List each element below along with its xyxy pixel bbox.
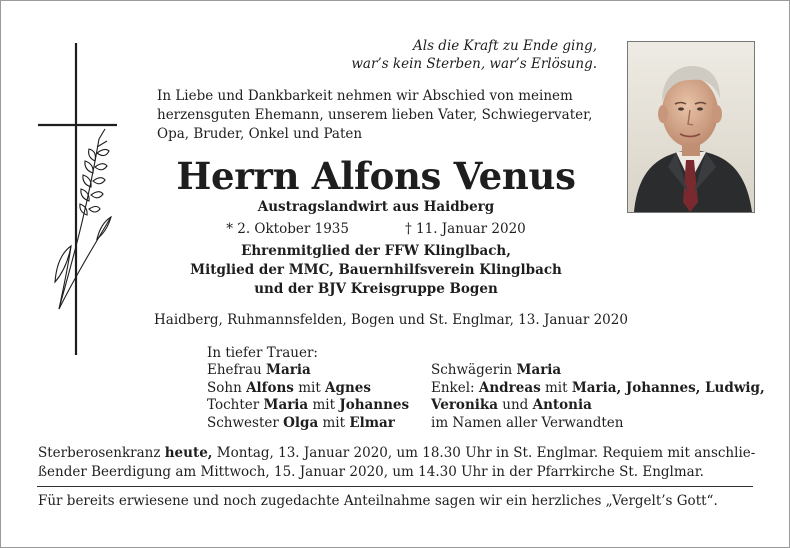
mourner-name: Antonia [532, 397, 592, 413]
mourner-line [431, 397, 776, 415]
funeral-info [38, 444, 778, 482]
mourner-name: Alfons [246, 379, 294, 396]
quote-line: war’s kein Sterben, war’s Erlösung. [351, 56, 597, 72]
mourner-name: Maria [263, 397, 309, 413]
mourner-role: Sohn [207, 379, 247, 396]
intro-line: herzensguten Ehemann, unserem lieben Vater, Schwiegervater, [157, 107, 593, 123]
deceased-name: Herrn Alfons Venus [176, 154, 576, 198]
place-date: Haidberg, Ruhmannsfelden, Bogen und St. Englmar, 13. Januar 2020 [154, 312, 628, 328]
thanks-text: Für bereits erwiesene und noch zugedachte Anteilnahme sagen wir ein herzliches „Vergelt’s Gott“. [38, 493, 718, 509]
funeral-line1-rest: Montag, 13. Januar 2020, um 18.30 Uhr in St. Englmar. Requiem mit anschlie- [212, 445, 756, 461]
honor-line: Ehrenmitglied der FFW Klinglbach, [241, 243, 511, 259]
mourner-line [431, 362, 776, 380]
funeral-prefix: Sterberosenkranz [38, 445, 165, 461]
mourner-line [207, 362, 432, 380]
honors [151, 242, 601, 299]
quote-line: Als die Kraft zu Ende ging, [413, 38, 597, 54]
mourner-name: Andreas [478, 379, 541, 396]
mourners-heading: In tiefer Trauer: [207, 345, 318, 361]
life-dates [151, 220, 601, 239]
mourner-role: Schwägerin [431, 362, 517, 378]
mourner-line [207, 415, 432, 433]
mourner-name: Maria [516, 362, 562, 378]
mourner-conj: mit [293, 379, 326, 396]
mourner-partner: Elmar [349, 414, 395, 431]
mourner-line: im Namen aller Verwandten [431, 414, 624, 431]
mourner-line [207, 397, 432, 415]
funeral-today: heute, [164, 445, 213, 461]
mourner-conj: und [498, 397, 533, 413]
portrait-photo [627, 41, 755, 213]
mourner-conj: mit [308, 397, 340, 413]
intro-text [157, 87, 602, 144]
intro-line: Opa, Bruder, Onkel und Paten [157, 126, 363, 142]
mourner-partner: Johannes [339, 397, 410, 413]
mourner-name: Maria, Johannes, Ludwig, [571, 379, 765, 396]
mourner-role: Schwester [207, 414, 284, 431]
mourners-left [207, 362, 432, 432]
death-date: † 11. Januar 2020 [404, 221, 526, 237]
intro-line: In Liebe und Dankbarkeit nehmen wir Abschied von meinem [157, 88, 573, 104]
mourner-conj: mit [318, 414, 350, 431]
funeral-line: ßender Beerdigung am Mittwoch, 15. Januar 2020, um 14.30 Uhr in der Pfarrkirche St. Englmar. [38, 464, 704, 480]
mourner-name: Veronika [431, 397, 498, 413]
memorial-quote [301, 37, 597, 73]
mourner-line [431, 380, 776, 398]
funeral-line [38, 444, 778, 463]
mourner-role: Tochter [207, 397, 264, 413]
honor-line: Mitglied der MMC, Bauernhilfsverein Klinglbach [190, 262, 562, 278]
deceased-occupation: Austragslandwirt aus Haidberg [257, 199, 495, 215]
mourner-name: Olga [283, 414, 319, 431]
birth-date: * 2. Oktober 1935 [226, 221, 349, 237]
mourner-line [207, 380, 432, 398]
mourners-right [431, 362, 776, 432]
mourner-name: Maria [266, 362, 311, 378]
mourner-partner: Agnes [325, 379, 371, 396]
divider [37, 486, 753, 487]
honor-line: und der BJV Kreisgruppe Bogen [254, 281, 498, 297]
mourner-role: Enkel: [431, 379, 479, 396]
mourner-role: Ehefrau [207, 362, 267, 378]
cross-with-wheat-icon [35, 41, 125, 357]
mourner-conj: mit [540, 379, 572, 396]
